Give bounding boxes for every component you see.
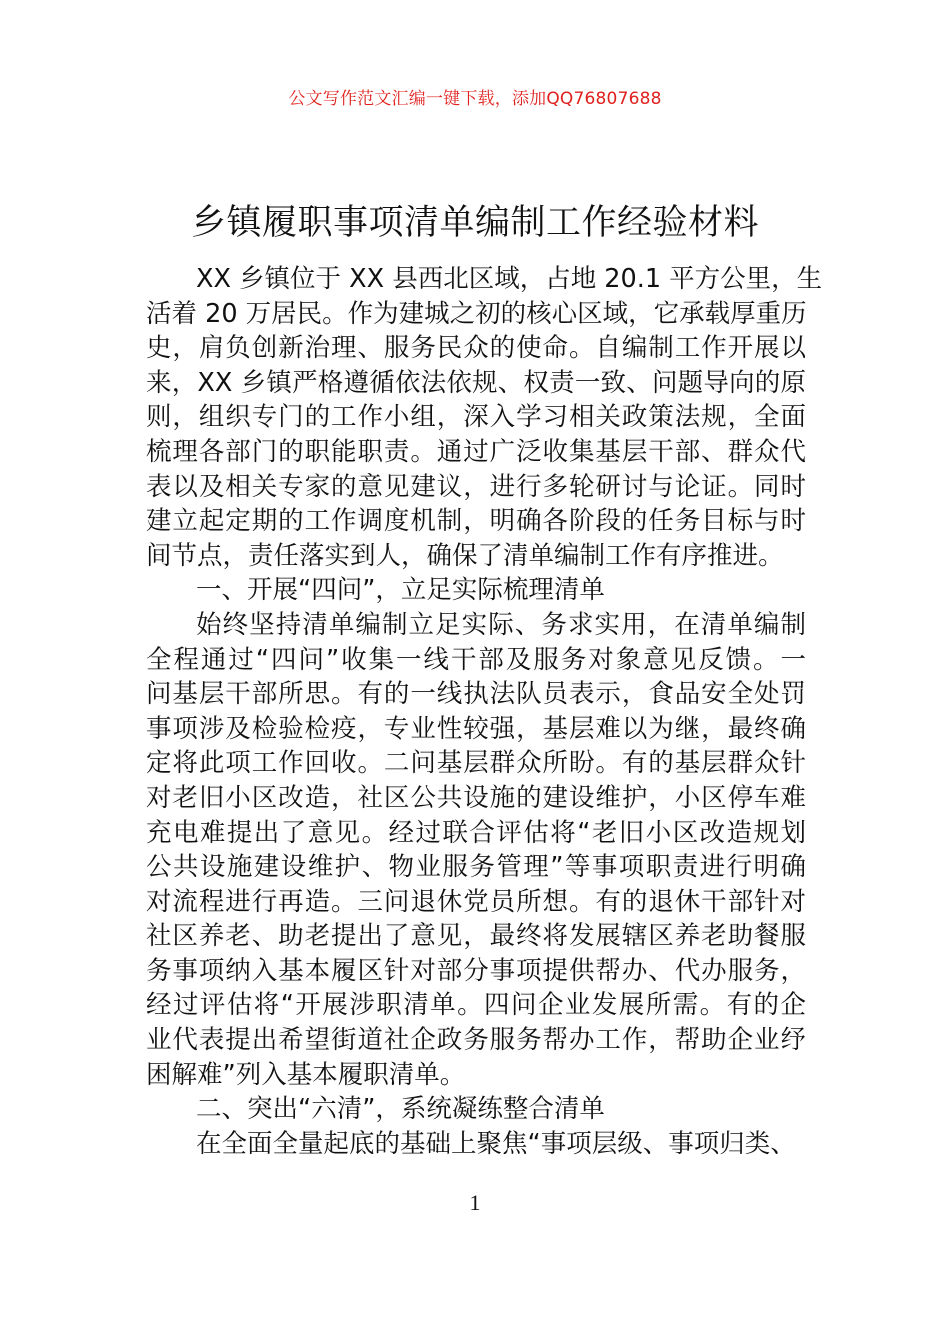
paragraph-line: 梳理各部门的职能职责。通过广泛收集基层干部、群众代 <box>146 436 806 467</box>
paragraph-line: 公共设施建设维护、物业服务管理”等事项职责进行明确 <box>146 852 806 883</box>
page-number: 1 <box>469 1190 481 1215</box>
paragraph-line: 在全面全量起底的基础上聚焦“事项层级、事项归类、 <box>196 1128 796 1159</box>
download-notice: 公文写作范文汇编一键下载，添加QQ76807688 <box>288 89 662 109</box>
paragraph-line: 史，肩负创新治理、服务民众的使命。自编制工作开展以 <box>146 333 806 364</box>
paragraph-line: 困解难”列入基本履职清单。 <box>146 1059 466 1090</box>
section-heading-2: 二、突出“六清”，系统凝练整合清单 <box>196 1094 605 1125</box>
section-heading-1: 一、开展“四问”，立足实际梳理清单 <box>196 575 605 606</box>
paragraph-line: 问基层干部所思。有的一线执法队员表示，食品安全处罚 <box>146 679 806 710</box>
paragraph-line: 来，XX 乡镇严格遵循依法依规、权责一致、问题导向的原 <box>146 367 806 398</box>
paragraph-line: XX 乡镇位于 XX 县西北区域，占地 20.1 平方公里，生 <box>196 264 823 294</box>
paragraph-line: 业代表提出希望街道社企政务服务帮办工作，帮助企业纾 <box>146 1025 806 1056</box>
paragraph-line: 活着 20 万居民。作为建城之初的核心区域，它承载厚重历 <box>146 298 807 329</box>
paragraph-line: 对老旧小区改造，社区公共设施的建设维护，小区停车难 <box>146 782 806 813</box>
paragraph-line: 充电难提出了意见。经过联合评估将“老旧小区改造规划 <box>146 817 806 848</box>
document-title: 乡镇履职事项清单编制工作经验材料 <box>190 203 759 244</box>
paragraph-line: 务事项纳入基本履区针对部分事项提供帮办、代办服务， <box>146 955 806 986</box>
paragraph-line: 定将此项工作回收。二问基层群众所盼。有的基层群众针 <box>146 748 806 779</box>
paragraph-line: 间节点，责任落实到人，确保了清单编制工作有序推进。 <box>146 540 784 571</box>
paragraph-line: 事项涉及检验检疫，专业性较强，基层难以为继，最终确 <box>146 713 806 744</box>
paragraph-line: 表以及相关专家的意见建议，进行多轮研讨与论证。同时 <box>146 471 806 502</box>
paragraph-line: 建立起定期的工作调度机制，明确各阶段的任务目标与时 <box>146 506 806 537</box>
paragraph-line: 始终坚持清单编制立足实际、务求实用，在清单编制 <box>196 609 806 640</box>
paragraph-line: 全程通过“四问”收集一线干部及服务对象意见反馈。一 <box>146 644 806 675</box>
paragraph-line: 社区养老、助老提出了意见，最终将发展辖区养老助餐服 <box>146 921 806 952</box>
paragraph-line: 对流程进行再造。三问退休党员所想。有的退休干部针对 <box>146 886 806 917</box>
paragraph-line: 则，组织专门的工作小组，深入学习相关政策法规，全面 <box>146 402 806 433</box>
document-body <box>146 262 823 1161</box>
paragraph-line: 经过评估将“开展涉职清单。四问企业发展所需。有的企 <box>146 990 806 1021</box>
